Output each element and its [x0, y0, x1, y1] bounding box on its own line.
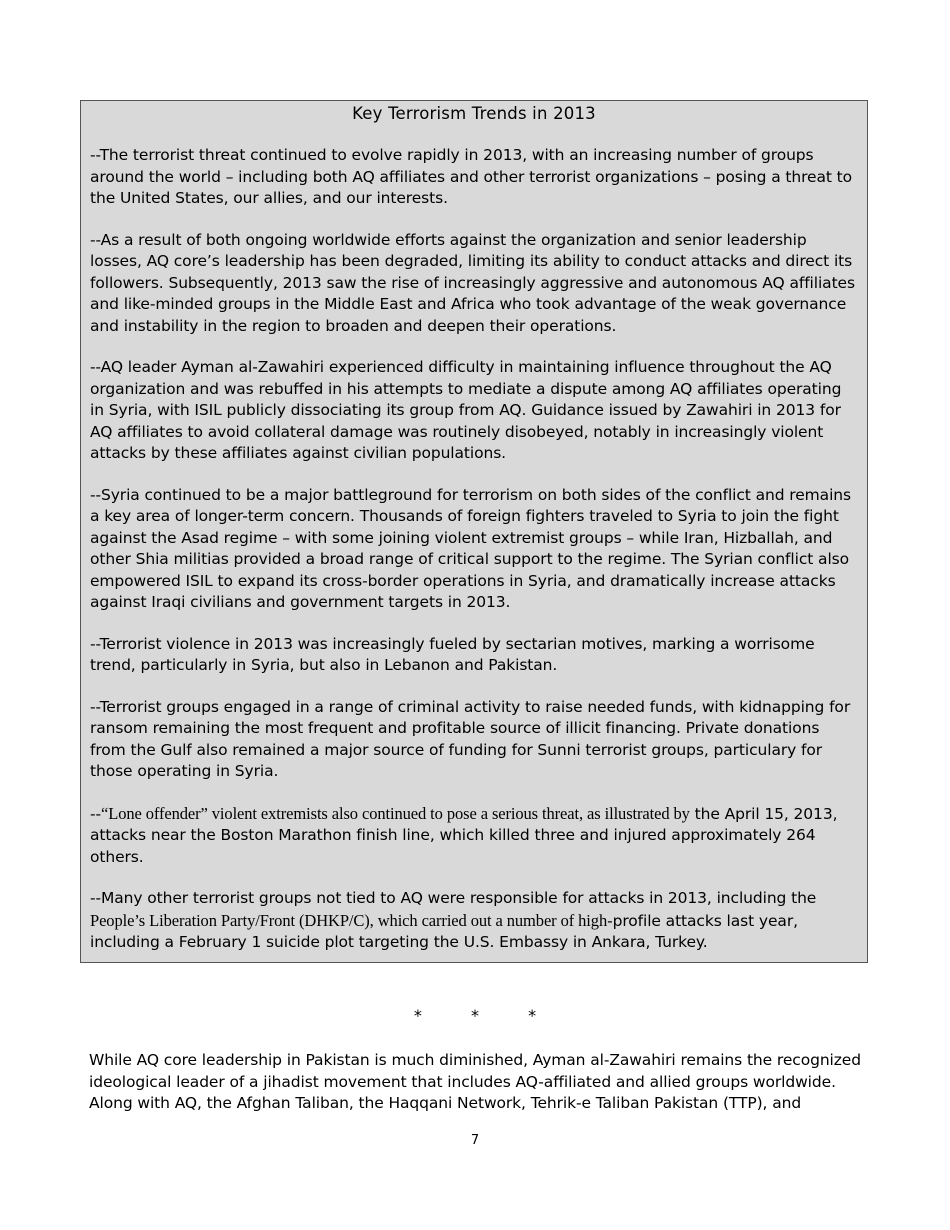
trend-paragraph-7 [90, 803, 858, 869]
trend-paragraph-8 [90, 888, 858, 954]
lone-offender-prefix: -- [90, 804, 101, 823]
trend-paragraph-4: --Syria continued to be a major battleground for terrorism on both sides of the conflict and remains a key area of longer-term concern. Thousands of foreign fighters traveled to Syria to join the fight against the Asad regime – with some joining violent extremist groups – while Iran, Hizballah, and other Shia militias provided a broad range of critical support to the regime. The Syrian conflict also empowered ISIL to expand its cross-border operations in Syria, and dramatically increase attacks against Iraqi civilians and government targets in 2013. [90, 485, 851, 611]
trend-paragraph-5: --Terrorist violence in 2013 was increasingly fueled by sectarian motives, marking a worrisome trend, particularly in Syria, but also in Lebanon and Pakistan. [90, 634, 815, 674]
box-title: Key Terrorism Trends in 2013 [352, 104, 596, 123]
trend-paragraph-3: --AQ leader Ayman al-Zawahiri experienced difficulty in maintaining influence throughout the AQ organization and was rebuffed in his attempts to mediate a dispute among AQ affiliates operating in Syria, with ISIL publicly dissociating its group from AQ. Guidance issued by Zawahiri in 2013 for AQ affiliates to avoid collateral damage was routinely disobeyed, notably in increasingly violent attacks by these affiliates against civilian populations. [90, 358, 842, 462]
trend-paragraph-1: --The terrorist threat continued to evolve rapidly in 2013, with an increasing number of groups around the world – including both AQ affiliates and other terrorist organizations – posing a threat to the United States, our allies, and our interests. [90, 146, 853, 207]
trend-paragraph-2: --As a result of both ongoing worldwide efforts against the organization and senior leadership losses, AQ core’s leadership has been degraded, limiting its ability to conduct attacks and direct its followers. Subsequently, 2013 saw the rise of increasingly aggressive and autonomous AQ affiliates and like-minded groups in the Middle East and Africa who took advantage of the weak governance and instability in the region to broaden and deepen their operations. [90, 230, 855, 335]
last-para-part2: -profile attacks last year, including a February 1 suicide plot targeting the U.S. Embassy in Ankara, Turkey. [90, 911, 798, 951]
section-separator [0, 1005, 950, 1027]
separator-star: * [471, 1006, 479, 1025]
key-trends-box [80, 100, 868, 963]
last-para-part1: --Many other terrorist groups not tied to AQ were responsible for attacks in 2013, including the [90, 889, 817, 907]
last-para-serif-text: People’s Liberation Party/Front (DHKP/C), which carried out a number of high [90, 910, 608, 930]
separator-star: * [413, 1006, 422, 1025]
lone-offender-serif-text: “Lone offender” violent extremists also continued to pose a serious threat, as illustrated by [101, 803, 690, 823]
body-paragraph: While AQ core leadership in Pakistan is much diminished, Ayman al-Zawahiri remains the recognized ideological leader of a jihadist movement that includes AQ-affiliated and allied groups worldwide. Along with AQ, the Afghan Taliban, the Haqqani Network, Tehrik-e Taliban Pakistan (TTP), and [89, 1051, 861, 1112]
page-number: 7 [470, 1133, 480, 1148]
trend-paragraph-6: --Terrorist groups engaged in a range of criminal activity to raise needed funds, with kidnapping for ransom remaining the most frequent and profitable source of illicit financing. Private donations from the Gulf also remained a major source of funding for Sunni terrorist groups, particulary for those operating in Syria. [90, 697, 851, 780]
separator-star: * [528, 1006, 537, 1025]
lone-offender-rest: the April 15, 2013, attacks near the Boston Marathon finish line, which killed three and injured approximately 264 others. [90, 804, 838, 866]
